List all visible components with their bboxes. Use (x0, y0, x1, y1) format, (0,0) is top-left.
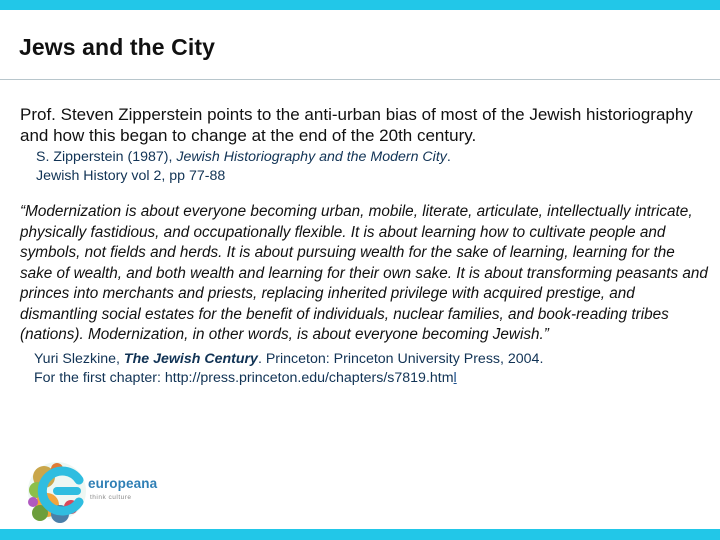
zipperstein-reference (36, 148, 710, 186)
reference-line-1 (36, 148, 710, 167)
logo-tagline: think culture (90, 494, 132, 501)
modernization-quote: “Modernization is about everyone becoming urban, mobile, literate, articulate, intellectually intricate, physically fastidious, and occupationally flexible. It is about learning how to cultivate people and symbols, not fields and herds. It is about pursuing wealth for the sake of learning, learning for the sake of wealth, and both wealth and learning for their own sake. It is about transforming peasants and princes into merchants and priests, replacing inherited privilege with acquired prestige, and dismantling social estates for the benefit of individuals, nuclear families, and book-reading tribes (nations). Modernization, in other words, is about everyone becoming Jewish.” (20, 203, 708, 343)
citation-line-2 (34, 369, 710, 388)
logo-wordmark: europeana (88, 476, 158, 491)
reference-author: S. Zipperstein (1987), (36, 149, 173, 165)
title-divider (0, 79, 720, 80)
bottom-accent-bar (0, 529, 720, 540)
citation-publisher: . Princeton: Princeton University Press, 2004. (257, 350, 544, 367)
chapter-link-label: For the first chapter: (34, 369, 165, 386)
citation-line-1 (34, 350, 710, 369)
citation-book-title: The Jewish Century (123, 350, 258, 367)
slezkine-citation (34, 350, 710, 388)
intro-paragraph: Prof. Steven Zipperstein points to the anti-urban bias of most of the Jewish historiography and how this began to change at the end of the 20th century. (20, 105, 693, 145)
chapter-link[interactable]: http://press.princeton.edu/chapters/s7819.htm (164, 369, 454, 386)
europeana-logo (27, 458, 202, 524)
reference-period: . (446, 149, 451, 165)
citation-author: Yuri Slezkine, (34, 350, 124, 367)
reference-work-title: Jewish Historiography and the Modern City (176, 149, 447, 165)
europeana-logo-icon (27, 458, 87, 524)
slide-body (20, 104, 710, 388)
top-accent-bar (0, 0, 720, 10)
slide-title: Jews and the City (19, 34, 215, 60)
reference-line-2: Jewish History vol 2, pp 77-88 (36, 168, 226, 184)
chapter-link-end[interactable]: l (453, 369, 457, 386)
